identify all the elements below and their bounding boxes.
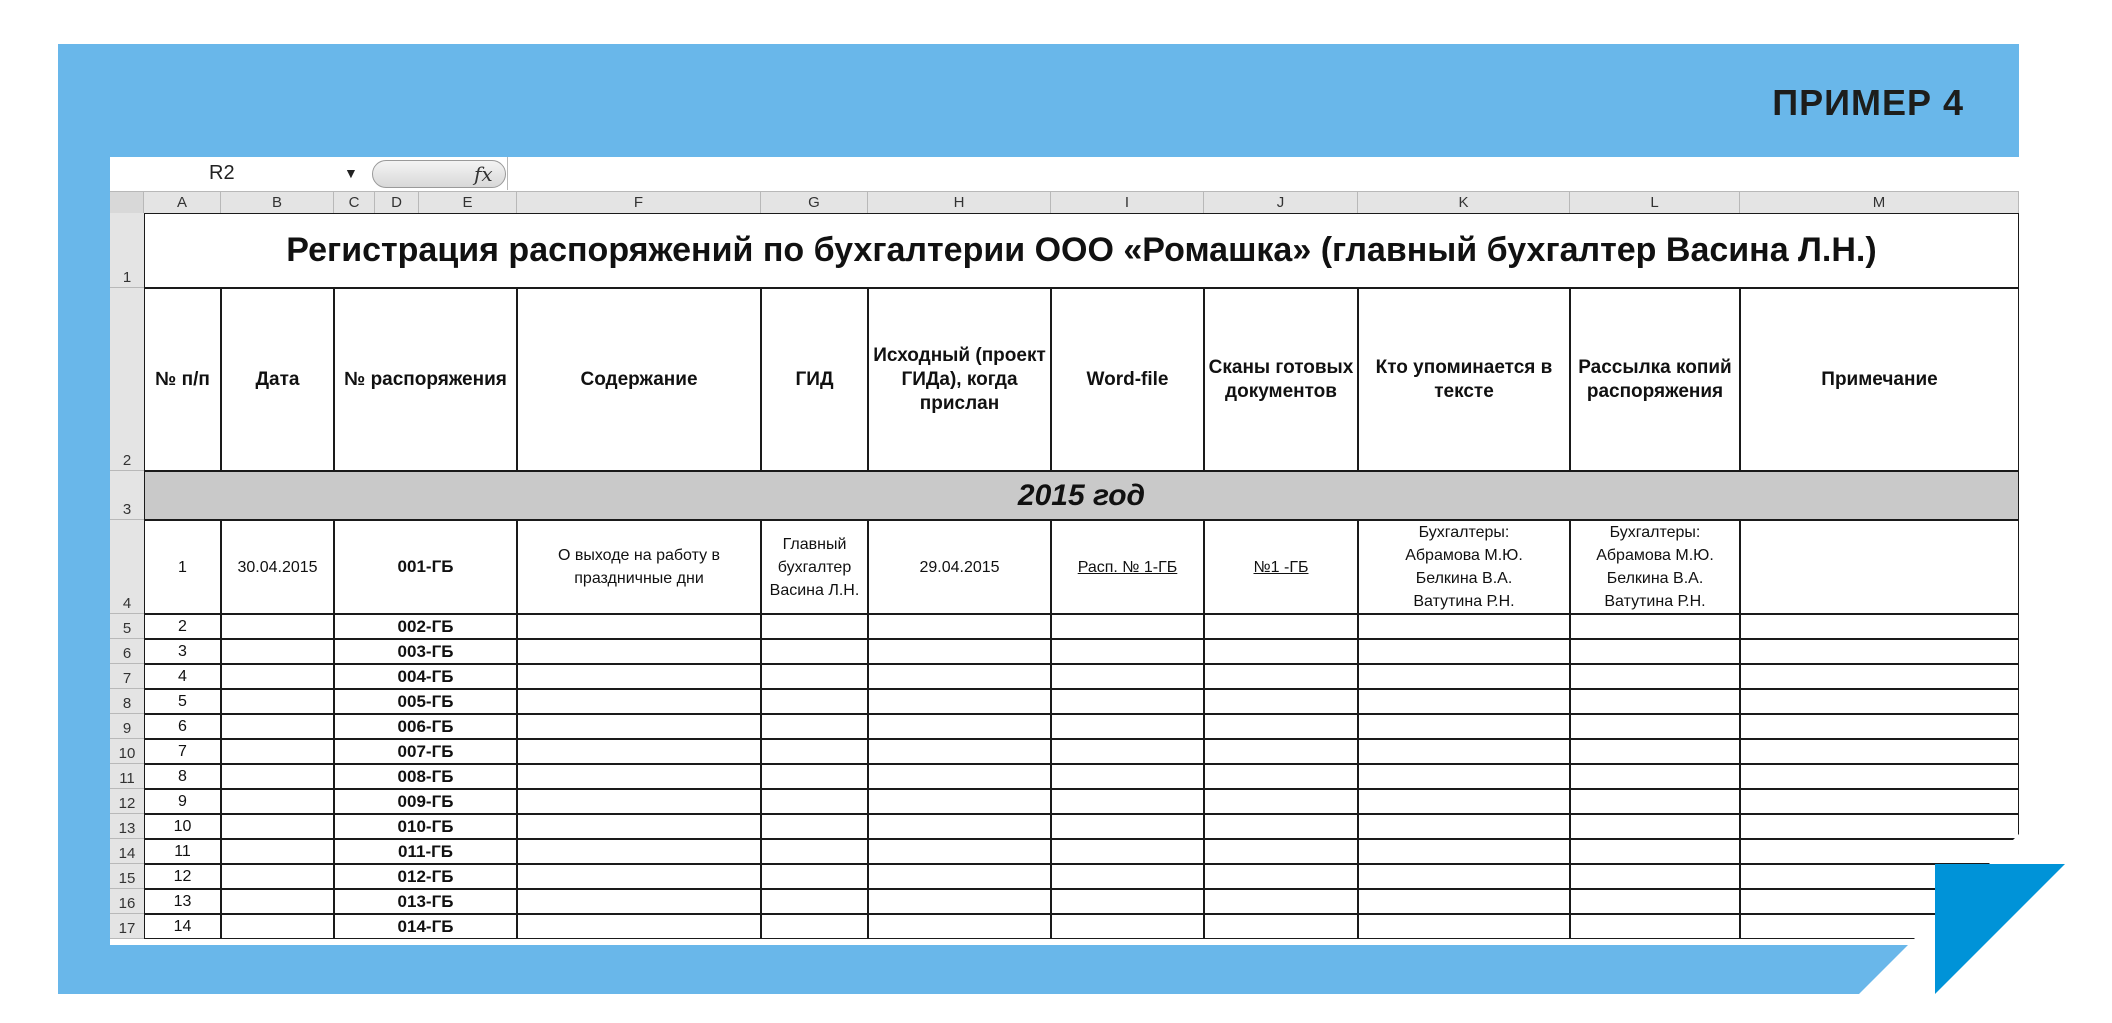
cell-order-no[interactable]: 007-ГБ bbox=[334, 739, 517, 764]
row-header[interactable] bbox=[110, 664, 144, 689]
table-cell[interactable] bbox=[1358, 789, 1570, 814]
table-cell[interactable] bbox=[1740, 714, 2019, 739]
column-header-a[interactable]: A bbox=[144, 192, 221, 213]
column-header-k[interactable]: K bbox=[1358, 192, 1570, 213]
table-cell[interactable] bbox=[517, 764, 761, 789]
table-cell[interactable] bbox=[1570, 789, 1740, 814]
table-cell[interactable] bbox=[1051, 739, 1204, 764]
cell-line: Абрамова М.Ю. bbox=[1596, 547, 1714, 564]
column-header-d[interactable]: D bbox=[375, 192, 419, 213]
table-cell[interactable] bbox=[1204, 739, 1358, 764]
table-cell[interactable] bbox=[1204, 814, 1358, 839]
cell-order-no[interactable]: 001-ГБ bbox=[334, 520, 517, 614]
table-cell[interactable] bbox=[1570, 639, 1740, 664]
table-cell[interactable] bbox=[1740, 614, 2019, 639]
table-cell[interactable] bbox=[1740, 689, 2019, 714]
cell-distribution[interactable] bbox=[1570, 520, 1740, 614]
row-header[interactable] bbox=[110, 864, 144, 889]
cell-num[interactable]: 6 bbox=[144, 714, 221, 739]
row-number: 9 bbox=[122, 720, 132, 737]
row-header[interactable] bbox=[110, 789, 144, 814]
function-button[interactable] bbox=[372, 160, 506, 188]
table-cell[interactable] bbox=[761, 714, 868, 739]
cell-num[interactable]: 10 bbox=[144, 814, 221, 839]
example-badge: ПРИМЕР 4 bbox=[1772, 82, 1964, 123]
table-cell[interactable] bbox=[1740, 789, 2019, 814]
cell-note[interactable] bbox=[1740, 520, 2019, 614]
table-cell[interactable] bbox=[1358, 664, 1570, 689]
column-header-j[interactable]: J bbox=[1204, 192, 1358, 213]
formula-input[interactable] bbox=[507, 157, 2019, 190]
column-title-note[interactable]: Примечание bbox=[1740, 288, 2019, 471]
row-number: 5 bbox=[122, 620, 132, 637]
table-cell[interactable] bbox=[1204, 714, 1358, 739]
table-cell[interactable] bbox=[868, 739, 1051, 764]
cell-line: Бухгалтеры: bbox=[1609, 524, 1701, 541]
table-cell[interactable] bbox=[1570, 889, 1740, 914]
table-cell[interactable] bbox=[1570, 764, 1740, 789]
column-header-i[interactable]: I bbox=[1051, 192, 1204, 213]
row-header[interactable] bbox=[110, 889, 144, 914]
table-cell[interactable] bbox=[221, 689, 334, 714]
table-cell[interactable] bbox=[1204, 889, 1358, 914]
row-header[interactable] bbox=[110, 764, 144, 789]
column-headers bbox=[110, 192, 2019, 214]
row-header[interactable] bbox=[110, 814, 144, 839]
cell-order-no[interactable]: 009-ГБ bbox=[334, 789, 517, 814]
row-header[interactable] bbox=[110, 213, 144, 288]
row-number: 13 bbox=[118, 820, 136, 837]
cell-order-no[interactable]: 012-ГБ bbox=[334, 864, 517, 889]
row-number: 11 bbox=[119, 770, 135, 787]
table-cell[interactable] bbox=[1051, 864, 1204, 889]
table-cell[interactable] bbox=[1204, 914, 1358, 939]
table-cell[interactable] bbox=[517, 614, 761, 639]
table-cell[interactable] bbox=[221, 814, 334, 839]
table-cell[interactable] bbox=[517, 789, 761, 814]
row-number: 17 bbox=[118, 920, 136, 937]
cell-date[interactable]: 30.04.2015 bbox=[221, 520, 334, 614]
table-cell[interactable] bbox=[517, 664, 761, 689]
row-header[interactable] bbox=[110, 739, 144, 764]
table-cell[interactable] bbox=[517, 839, 761, 864]
row-number: 16 bbox=[118, 895, 136, 912]
table-cell[interactable] bbox=[221, 664, 334, 689]
table-cell[interactable] bbox=[1051, 614, 1204, 639]
column-header-m[interactable]: M bbox=[1740, 192, 2019, 213]
row-number: 4 bbox=[122, 595, 132, 612]
cell-content[interactable]: О выходе на работу в праздничные дни bbox=[517, 520, 761, 614]
cell-num[interactable]: 11 bbox=[144, 839, 221, 864]
column-header-e[interactable]: E bbox=[419, 192, 517, 213]
column-title-source[interactable]: Исходный (проект ГИДа), когда прислан bbox=[868, 288, 1051, 471]
cell-line: Бухгалтеры: bbox=[1418, 524, 1510, 541]
table-cell[interactable] bbox=[1051, 714, 1204, 739]
column-header-f[interactable]: F bbox=[517, 192, 761, 213]
cell-mentioned[interactable] bbox=[1358, 520, 1570, 614]
cell-gid[interactable]: Главный бухгалтер Васина Л.Н. bbox=[761, 520, 868, 614]
table-cell[interactable] bbox=[1051, 689, 1204, 714]
table-cell[interactable] bbox=[221, 889, 334, 914]
select-all-corner[interactable] bbox=[110, 192, 144, 213]
table-cell[interactable] bbox=[1358, 614, 1570, 639]
table-cell[interactable] bbox=[868, 689, 1051, 714]
table-cell[interactable] bbox=[517, 739, 761, 764]
table-cell[interactable] bbox=[1204, 839, 1358, 864]
row-header[interactable] bbox=[110, 839, 144, 864]
table-cell[interactable] bbox=[1358, 864, 1570, 889]
column-title-word-file[interactable]: Word-file bbox=[1051, 288, 1204, 471]
cell-order-no[interactable]: 011-ГБ bbox=[334, 839, 517, 864]
table-cell[interactable] bbox=[1570, 689, 1740, 714]
table-cell[interactable] bbox=[868, 764, 1051, 789]
table-cell[interactable] bbox=[1204, 764, 1358, 789]
table-cell[interactable] bbox=[1204, 864, 1358, 889]
row-number: 10 bbox=[118, 745, 136, 762]
column-header-b[interactable]: B bbox=[221, 192, 334, 213]
column-header-l[interactable]: L bbox=[1570, 192, 1740, 213]
cell-order-no[interactable]: 004-ГБ bbox=[334, 664, 517, 689]
table-cell[interactable] bbox=[1570, 664, 1740, 689]
table-cell[interactable] bbox=[868, 664, 1051, 689]
table-cell[interactable] bbox=[868, 839, 1051, 864]
cell-line: Белкина В.А. bbox=[1606, 570, 1704, 587]
table-cell[interactable] bbox=[868, 814, 1051, 839]
table-cell[interactable] bbox=[761, 864, 868, 889]
table-cell[interactable] bbox=[221, 864, 334, 889]
table-cell[interactable] bbox=[868, 614, 1051, 639]
cell-order-no[interactable]: 002-ГБ bbox=[334, 614, 517, 639]
row-number: 2 bbox=[122, 452, 132, 469]
column-title-scans[interactable]: Сканы готовых документов bbox=[1204, 288, 1358, 471]
table-cell[interactable] bbox=[1740, 739, 2019, 764]
cell-line: Абрамова М.Ю. bbox=[1405, 547, 1523, 564]
table-cell[interactable] bbox=[761, 839, 868, 864]
table-cell[interactable] bbox=[1358, 639, 1570, 664]
table-cell[interactable] bbox=[1570, 739, 1740, 764]
column-title-date[interactable]: Дата bbox=[221, 288, 334, 471]
cell-source[interactable]: 29.04.2015 bbox=[868, 520, 1051, 614]
table-cell[interactable] bbox=[221, 789, 334, 814]
table-cell[interactable] bbox=[1358, 764, 1570, 789]
table-cell[interactable] bbox=[868, 914, 1051, 939]
table-cell[interactable] bbox=[1204, 664, 1358, 689]
table-cell[interactable] bbox=[1570, 814, 1740, 839]
cell-num[interactable]: 3 bbox=[144, 639, 221, 664]
column-title-num[interactable]: № п/п bbox=[144, 288, 221, 471]
cell-order-no[interactable]: 006-ГБ bbox=[334, 714, 517, 739]
column-title-distribution[interactable]: Рассылка копий распоряжения bbox=[1570, 288, 1740, 471]
table-cell[interactable] bbox=[1204, 689, 1358, 714]
row-header[interactable] bbox=[110, 639, 144, 664]
cell-order-no[interactable]: 008-ГБ bbox=[334, 764, 517, 789]
table-cell[interactable] bbox=[221, 639, 334, 664]
cell-distribution-lines bbox=[1596, 521, 1714, 613]
cell-order-no[interactable]: 003-ГБ bbox=[334, 639, 517, 664]
table-cell[interactable] bbox=[1051, 814, 1204, 839]
name-box-value: R2 bbox=[209, 162, 235, 184]
table-cell[interactable] bbox=[761, 639, 868, 664]
table-cell[interactable] bbox=[1358, 714, 1570, 739]
table-cell[interactable] bbox=[1358, 739, 1570, 764]
cell-num[interactable]: 1 bbox=[144, 520, 221, 614]
column-header-h[interactable]: H bbox=[868, 192, 1051, 213]
table-cell[interactable] bbox=[1740, 764, 2019, 789]
table-cell[interactable] bbox=[761, 739, 868, 764]
row-header[interactable] bbox=[110, 914, 144, 939]
table-cell[interactable] bbox=[1740, 664, 2019, 689]
table-cell[interactable] bbox=[517, 814, 761, 839]
row-header[interactable] bbox=[110, 288, 144, 471]
page-corner-fold bbox=[1935, 864, 2065, 994]
table-cell[interactable] bbox=[221, 839, 334, 864]
table-cell[interactable] bbox=[1570, 839, 1740, 864]
table-cell[interactable] bbox=[221, 914, 334, 939]
table-cell[interactable] bbox=[868, 714, 1051, 739]
table-cell[interactable] bbox=[761, 914, 868, 939]
cell-order-no[interactable]: 010-ГБ bbox=[334, 814, 517, 839]
column-header-g[interactable]: G bbox=[761, 192, 868, 213]
cell-num[interactable]: 9 bbox=[144, 789, 221, 814]
cell-line: Белкина В.А. bbox=[1415, 570, 1513, 587]
table-cell[interactable] bbox=[1570, 864, 1740, 889]
table-cell[interactable] bbox=[1051, 914, 1204, 939]
table-cell[interactable] bbox=[868, 789, 1051, 814]
table-cell[interactable] bbox=[517, 689, 761, 714]
word-file-link[interactable]: Расп. № 1-ГБ bbox=[1051, 520, 1204, 614]
cell-num[interactable]: 12 bbox=[144, 864, 221, 889]
table-cell[interactable] bbox=[761, 764, 868, 789]
column-title-order-no[interactable]: № распоряжения bbox=[334, 288, 517, 471]
column-title-content[interactable]: Содержание bbox=[517, 288, 761, 471]
table-cell[interactable] bbox=[517, 889, 761, 914]
cell-order-no[interactable]: 013-ГБ bbox=[334, 889, 517, 914]
table-cell[interactable] bbox=[1358, 689, 1570, 714]
cell-num[interactable]: 8 bbox=[144, 764, 221, 789]
formula-bar bbox=[110, 157, 2019, 192]
row-header[interactable] bbox=[110, 471, 144, 520]
row-number: 6 bbox=[122, 645, 132, 662]
table-cell[interactable] bbox=[1051, 664, 1204, 689]
table-cell[interactable] bbox=[761, 889, 868, 914]
cell-line: Ватутина Р.Н. bbox=[1604, 593, 1706, 610]
table-cell[interactable] bbox=[1051, 789, 1204, 814]
table-cell[interactable] bbox=[1570, 914, 1740, 939]
table-cell[interactable] bbox=[868, 864, 1051, 889]
cell-num[interactable]: 5 bbox=[144, 689, 221, 714]
cell-num[interactable]: 2 bbox=[144, 614, 221, 639]
cell-num[interactable]: 7 bbox=[144, 739, 221, 764]
table-cell[interactable] bbox=[221, 714, 334, 739]
scan-link[interactable]: №1 -ГБ bbox=[1204, 520, 1358, 614]
table-cell[interactable] bbox=[1358, 839, 1570, 864]
table-cell[interactable] bbox=[1570, 614, 1740, 639]
table-cell[interactable] bbox=[761, 614, 868, 639]
table-cell[interactable] bbox=[517, 864, 761, 889]
table-cell[interactable] bbox=[868, 639, 1051, 664]
column-header-c[interactable]: C bbox=[334, 192, 375, 213]
row-header[interactable] bbox=[110, 689, 144, 714]
cell-num[interactable]: 13 bbox=[144, 889, 221, 914]
column-title-mentioned[interactable]: Кто упоминается в тексте bbox=[1358, 288, 1570, 471]
table-cell[interactable] bbox=[221, 739, 334, 764]
table-cell[interactable] bbox=[761, 789, 868, 814]
cell-mentioned-lines bbox=[1405, 521, 1523, 613]
row-number: 3 bbox=[122, 501, 132, 518]
table-cell[interactable] bbox=[1358, 889, 1570, 914]
table-cell[interactable] bbox=[1051, 764, 1204, 789]
table-cell[interactable] bbox=[1740, 639, 2019, 664]
cell-num[interactable]: 4 bbox=[144, 664, 221, 689]
chevron-down-icon[interactable]: ▼ bbox=[344, 165, 358, 181]
row-number: 14 bbox=[118, 845, 136, 862]
row-number: 8 bbox=[122, 695, 132, 712]
row-number: 7 bbox=[122, 670, 132, 687]
name-box[interactable] bbox=[112, 160, 370, 187]
table-cell[interactable] bbox=[1051, 639, 1204, 664]
year-label[interactable]: 2015 год bbox=[144, 471, 2019, 520]
table-cell[interactable] bbox=[868, 889, 1051, 914]
cell-line: Ватутина Р.Н. bbox=[1413, 593, 1515, 610]
table-cell[interactable] bbox=[1204, 639, 1358, 664]
row-header[interactable] bbox=[110, 520, 144, 614]
row-number: 1 bbox=[122, 269, 132, 286]
table-cell[interactable] bbox=[761, 814, 868, 839]
table-cell[interactable] bbox=[1570, 714, 1740, 739]
row-header[interactable] bbox=[110, 614, 144, 639]
sheet-title[interactable]: Регистрация распоряжений по бухгалтерии ООО «Ромашка» (главный бухгалтер Васина Л.Н.) bbox=[144, 213, 2019, 288]
background-panel bbox=[58, 44, 2019, 994]
row-number: 12 bbox=[118, 795, 136, 812]
table-cell[interactable] bbox=[1358, 814, 1570, 839]
table-cell[interactable] bbox=[1204, 614, 1358, 639]
table-cell[interactable] bbox=[761, 664, 868, 689]
fx-icon: fx bbox=[474, 162, 493, 186]
table-cell[interactable] bbox=[1358, 914, 1570, 939]
table-cell[interactable] bbox=[221, 614, 334, 639]
column-title-gid[interactable]: ГИД bbox=[761, 288, 868, 471]
table-cell[interactable] bbox=[221, 764, 334, 789]
row-header[interactable] bbox=[110, 714, 144, 739]
spreadsheet bbox=[110, 157, 2019, 945]
table-cell[interactable] bbox=[517, 914, 761, 939]
table-cell[interactable] bbox=[517, 639, 761, 664]
cell-order-no[interactable]: 005-ГБ bbox=[334, 689, 517, 714]
cell-order-no[interactable]: 014-ГБ bbox=[334, 914, 517, 939]
table-cell[interactable] bbox=[1051, 839, 1204, 864]
table-cell[interactable] bbox=[517, 714, 761, 739]
table-cell[interactable] bbox=[761, 689, 868, 714]
table-cell[interactable] bbox=[1051, 889, 1204, 914]
table-cell[interactable] bbox=[1204, 789, 1358, 814]
cell-num[interactable]: 14 bbox=[144, 914, 221, 939]
row-number: 15 bbox=[118, 870, 136, 887]
